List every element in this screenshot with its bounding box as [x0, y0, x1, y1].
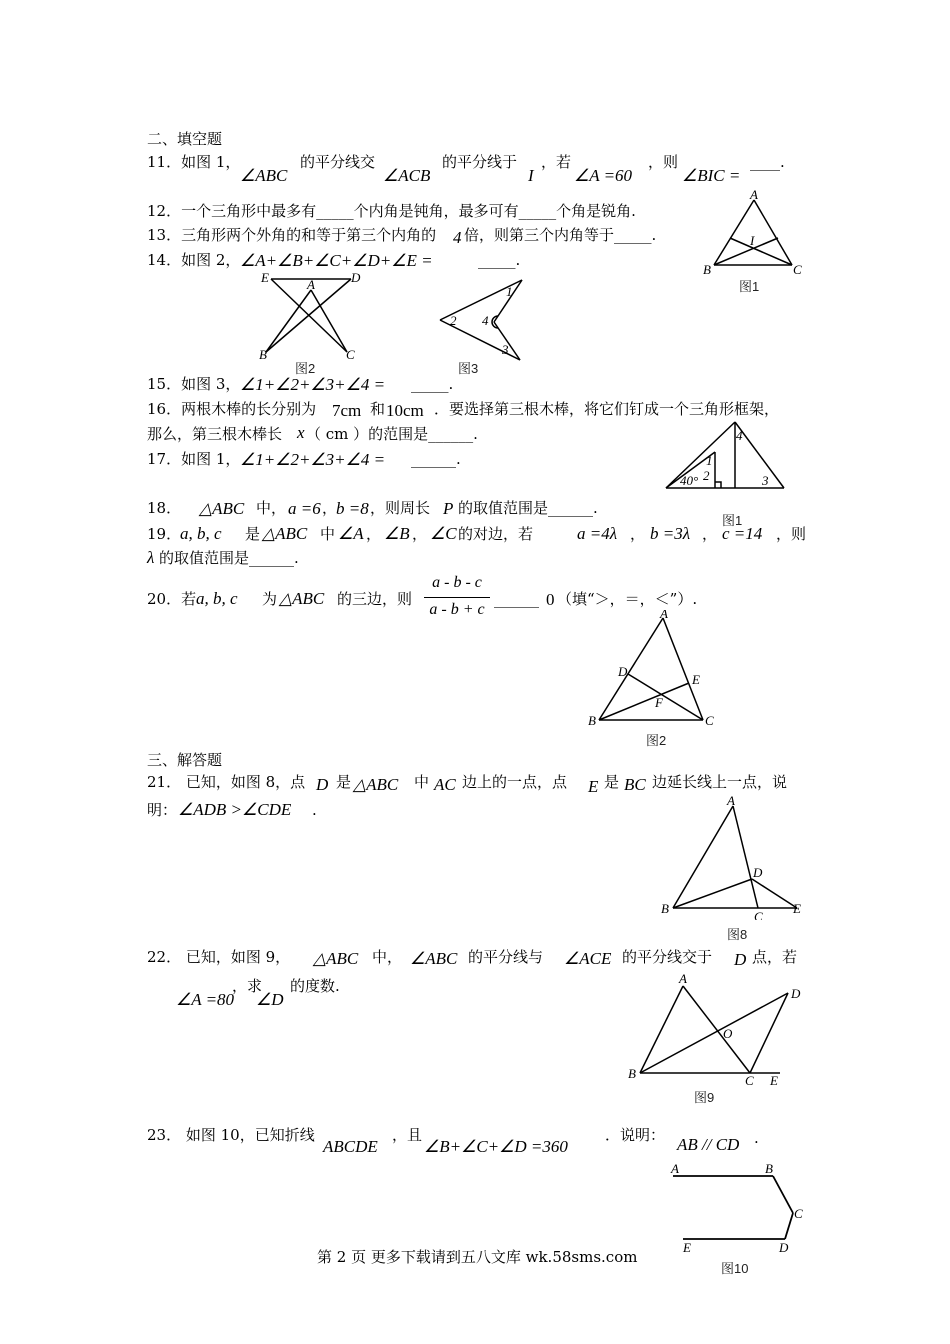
fig1a-label-A: A: [750, 188, 758, 202]
q22-prefix: 22． 已知，如图 9，: [147, 948, 291, 966]
q11-math-1: ∠ABC: [240, 166, 288, 185]
q21-math-5: BC: [624, 775, 646, 794]
q13-suffix: 倍，则第三个内角等于_____.: [464, 226, 657, 244]
fig9-caption: 图9: [694, 1090, 715, 1105]
q23-text-2: ．说明：: [605, 1126, 666, 1144]
q18-text-2: ，: [322, 499, 338, 517]
fig10-label-D: D: [779, 1240, 789, 1255]
q20-math-2: △ABC: [279, 589, 325, 608]
fig8-label-B: B: [661, 901, 669, 916]
q21-text-4: 是: [604, 773, 620, 791]
q13-math: 4: [453, 228, 462, 247]
fig1a-label-B: B: [703, 262, 711, 277]
q21-math-2: △ABC: [353, 775, 399, 794]
q22-line2-text-2: 的度数.: [290, 977, 340, 995]
q23-math-1: ABCDE: [323, 1137, 378, 1156]
q18-prefix: 18．: [147, 499, 182, 517]
fig1b-label-3: 3: [762, 473, 769, 488]
q21-line2-math: ∠ADB >∠CDE: [178, 800, 292, 819]
q19-math-2: △ABC: [262, 524, 308, 543]
q11-math-5: ∠BIC =: [682, 166, 741, 185]
q21-line2-end: .: [312, 801, 317, 819]
fig10-label-A: A: [671, 1161, 679, 1176]
fig2a-caption: 图2: [295, 361, 316, 376]
fig8-label-D: D: [753, 865, 763, 880]
fig8-caption: 图8: [727, 927, 748, 942]
q19-math-1: a, b, c: [180, 524, 222, 543]
q19-text-6: ，: [630, 525, 646, 543]
figure-1b-right-triangle: [660, 418, 790, 498]
figure-2b-triangle: [585, 610, 725, 735]
fig9-label-D: D: [791, 986, 801, 1001]
fig9-label-B: B: [628, 1066, 636, 1081]
fig1b-label-2: 2: [703, 468, 710, 483]
q22-math-4: D: [734, 950, 747, 969]
q21-text-3: 边上的一点，点: [462, 773, 568, 791]
q11-math-2: ∠ACB: [383, 166, 431, 185]
fig9-label-O: O: [723, 1026, 733, 1041]
fig9-label-C: C: [745, 1073, 754, 1088]
q16-math-1: 7cm: [332, 401, 362, 420]
fig1b-caption: 图1: [722, 513, 743, 528]
fig10-label-E: E: [683, 1240, 691, 1255]
fig9-label-E: E: [770, 1073, 778, 1088]
q19-text-1: 是: [245, 525, 261, 543]
q15-prefix: 15．如图 3，: [147, 375, 241, 393]
figure-10: [665, 1155, 815, 1260]
fig8-label-C: C: [754, 909, 763, 920]
q11-math-4: ∠A =60: [574, 166, 633, 185]
fig3-label-2: 2: [450, 313, 457, 328]
q19-text-3: ，: [366, 525, 382, 543]
q19-text-2: 中: [320, 525, 336, 543]
q14-end: _____.: [478, 251, 521, 269]
q23-text-1: ，且: [392, 1126, 423, 1144]
fig9-label-A: A: [679, 971, 687, 986]
q16-line2-suffix: （ cm ）的范围是______.: [306, 425, 478, 443]
q18-text-4: 的取值范围是______.: [458, 499, 598, 517]
q11-math-3: I: [528, 166, 534, 185]
figure-8: [655, 790, 810, 920]
fig2a-label-B: B: [259, 347, 267, 362]
q20-denominator: a - b + c: [429, 601, 485, 618]
q18-text-3: ，则周长: [370, 499, 431, 517]
q21-text-1: 是: [336, 773, 352, 791]
section-solve: 三、解答题: [147, 751, 223, 769]
q21-math-1: D: [316, 775, 329, 794]
figure-3-dart: [432, 272, 532, 367]
section-fill-blank: 二、填空题: [147, 130, 223, 148]
q17-end: ______.: [411, 450, 461, 468]
figure-9: [625, 968, 815, 1088]
q20-numerator: a - b - c: [432, 574, 482, 591]
q21-math-4: E: [588, 777, 599, 796]
fig3-caption: 图3: [458, 361, 479, 376]
q23-prefix: 23． 如图 10，已知折线: [147, 1126, 315, 1144]
fig2b-label-A: A: [660, 610, 668, 621]
q21-line1-prefix: 21． 已知，如图 8，点: [147, 773, 306, 791]
q19-prefix: 19．: [147, 525, 182, 543]
q22-text-4: 点，若: [752, 948, 798, 966]
q18-math-4: P: [443, 499, 454, 518]
q19-text-7: ，: [702, 525, 718, 543]
fig3-label-3: 3: [502, 342, 509, 357]
q14-prefix: 14．如图 2，: [147, 251, 241, 269]
fig10-caption: 图10: [721, 1261, 749, 1276]
q13-prefix: 13．三角形两个外角的和等于第三个内角的: [147, 226, 437, 244]
q22-text-2: 的平分线与: [468, 948, 544, 966]
q22-line2-math-2: ∠D: [256, 990, 284, 1009]
q11-text-3: ，若: [541, 153, 572, 171]
fig8-label-A: A: [727, 793, 735, 808]
q21-text-2: 中: [414, 773, 430, 791]
q15-math: ∠1+∠2+∠3+∠4 =: [240, 375, 386, 394]
q19-text-4: ，: [412, 525, 428, 543]
q19-math-4: ∠B: [384, 524, 410, 543]
fig3-label-4: 4: [482, 313, 489, 328]
q19-math-8: c =14: [722, 524, 763, 543]
q22-text-3: 的平分线交于: [622, 948, 713, 966]
q23-math-2: ∠B+∠C+∠D =360: [424, 1137, 568, 1156]
q16-math-2: 10cm: [386, 401, 424, 420]
q16-line1-suffix: ．要选择第三根木棒，将它们钉成一个三角形框架，: [434, 400, 780, 418]
q23-math-3: AB // CD: [677, 1135, 740, 1154]
fig1a-caption: 图1: [739, 279, 760, 294]
figure-2-star: [255, 268, 375, 368]
fig10-label-C: C: [794, 1206, 803, 1221]
q20-fraction-bar: [424, 597, 490, 598]
q18-math-3: b =8: [336, 499, 369, 518]
page-footer: 第 2 页 更多下载请到五八文库 wk.58sms.com: [317, 1248, 638, 1266]
q21-line2-prefix: 明：: [147, 801, 178, 819]
q22-line2-math-1: ∠A =80: [176, 990, 235, 1009]
q15-end: _____.: [411, 375, 454, 393]
fig2a-label-D: D: [351, 270, 361, 285]
q18-text-1: 中，: [256, 499, 287, 517]
q22-math-3: ∠ACE: [564, 949, 612, 968]
q20-math-1: a, b, c: [196, 589, 238, 608]
q21-math-3: AC: [434, 775, 456, 794]
q20-prefix: 20．若: [147, 590, 197, 608]
q19-math-6: a =4λ: [577, 524, 618, 543]
fig1b-label-1: 1: [706, 453, 713, 468]
q19-math-5: ∠C: [430, 524, 457, 543]
fig2b-label-F: F: [655, 695, 663, 710]
q11-text-4: ，则: [648, 153, 679, 171]
q16-math-3: x: [297, 423, 305, 442]
q16-line1-prefix: 16．两根木棒的长分别为: [147, 400, 317, 418]
fig3-label-1: 1: [506, 284, 513, 299]
q20-blank: ______: [494, 590, 539, 608]
q22-math-1: △ABC: [313, 949, 359, 968]
q17-math: ∠1+∠2+∠3+∠4 =: [240, 450, 386, 469]
q18-math-1: △ABC: [199, 499, 245, 518]
q12: 12．一个三角形中最多有_____个内角是钝角，最多可有_____个角是锐角.: [147, 202, 636, 220]
q16-mid: 和: [370, 400, 386, 418]
q22-line2-text-1: ，求: [232, 977, 263, 995]
q19-line2-text: 的取值范围是______.: [159, 549, 299, 567]
q19-math-3: ∠A: [338, 524, 364, 543]
q17-prefix: 17．如图 1，: [147, 450, 241, 468]
q22-math-2: ∠ABC: [410, 949, 458, 968]
q22-text-1: 中，: [372, 948, 403, 966]
fig2b-label-D: D: [618, 664, 628, 679]
q11-prefix: 11．如图 1，: [147, 153, 241, 171]
q19-math-7: b =3λ: [650, 524, 691, 543]
fig1a-label-I: I: [750, 233, 755, 248]
fig2a-label-C: C: [346, 347, 355, 362]
q20-text-2: 的三边，则: [337, 590, 413, 608]
q11-text-1: 的平分线交: [300, 153, 376, 171]
q11-text-2: 的平分线于: [442, 153, 518, 171]
fig1a-label-C: C: [793, 262, 802, 277]
q20-text-1: 为: [262, 590, 278, 608]
fig2a-label-A: A: [307, 277, 315, 292]
q19-text-8: ，则: [776, 525, 807, 543]
q11-end: ____.: [750, 153, 785, 171]
fig2a-label-E: E: [261, 270, 269, 285]
fig10-label-B: B: [765, 1161, 773, 1176]
q16-line2-prefix: 那么，第三根木棒长: [147, 425, 283, 443]
q14-math: ∠A+∠B+∠C+∠D+∠E =: [240, 251, 433, 270]
q23-end: .: [754, 1129, 759, 1147]
q19-text-5: 的对边，若: [458, 525, 534, 543]
fig2b-label-B: B: [588, 713, 596, 728]
fig2b-caption: 图2: [646, 733, 667, 748]
fig8-label-E: E: [793, 901, 801, 916]
fig2b-label-C: C: [705, 713, 714, 728]
fig1b-label-4: 4: [736, 428, 743, 443]
fig2b-label-E: E: [692, 672, 700, 687]
q20-suffix: （填“＞，＝，＜”）.: [557, 590, 698, 608]
fig1b-label-40deg: 40°: [680, 473, 699, 488]
q21-text-5: 边延长线上一点，说: [652, 773, 788, 791]
q20-math-3: 0: [546, 590, 555, 609]
q18-math-2: a =6: [288, 499, 321, 518]
q19-line2-math: λ: [147, 548, 155, 567]
